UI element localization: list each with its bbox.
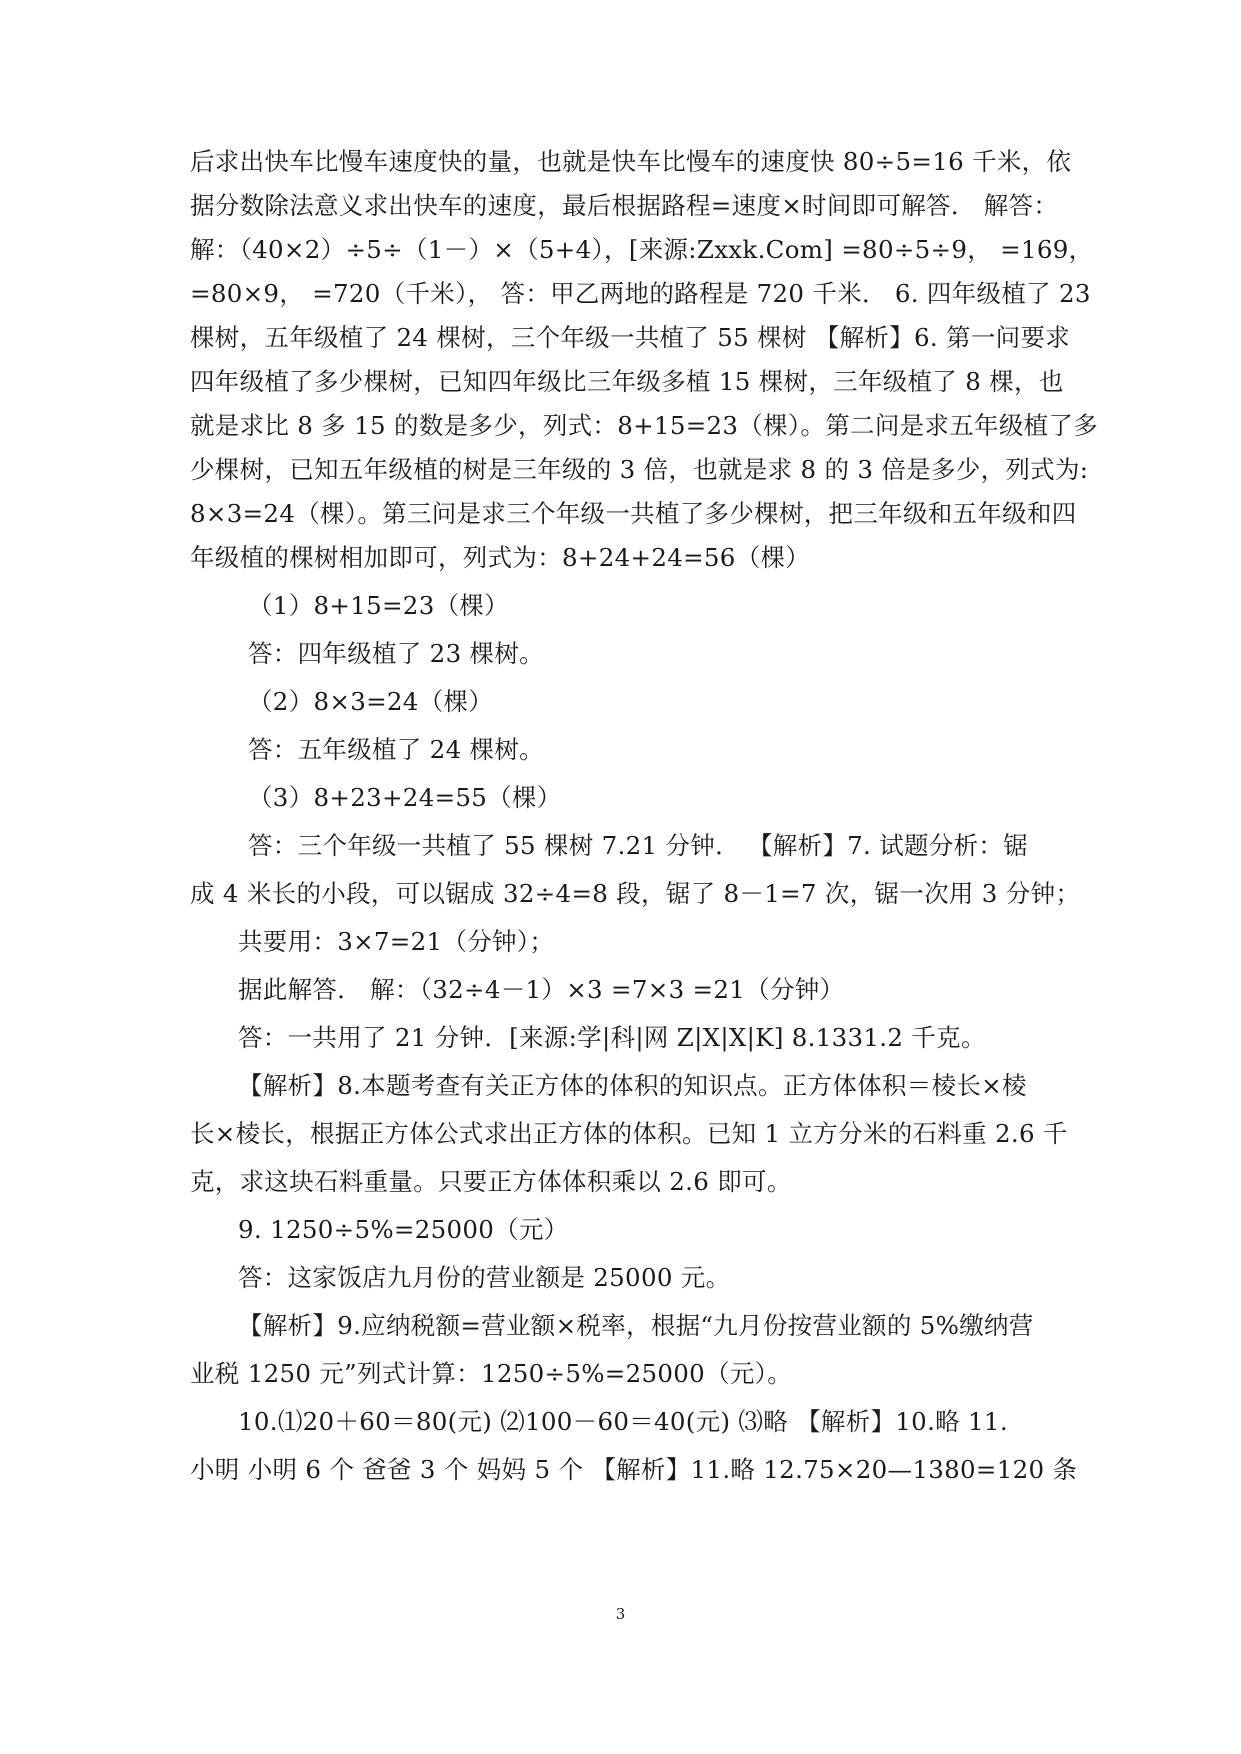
text-line: 长×棱长，根据正方体公式求出正方体的体积。已知 1 立方分米的石料重 2.6 千 xyxy=(190,1119,1068,1148)
text-line: 答：五年级植了 24 棵树。 xyxy=(248,735,544,764)
text-line: 成 4 米长的小段，可以锯成 32÷4=8 段，锯了 8－1=7 次，锯一次用 3 分钟； xyxy=(190,879,1081,908)
text-line: 【解析】8.本题考查有关正方体的体积的知识点。正方体体积＝棱长×棱 xyxy=(238,1071,1027,1100)
text-line: 10.⑴20＋60＝80(元) ⑵100－60＝40(元) ⑶略 【解析】10.略 11. xyxy=(238,1407,1008,1436)
text-line: 答：四年级植了 23 棵树。 xyxy=(248,639,544,668)
text-line: 答：这家饭店九月份的营业额是 25000 元。 xyxy=(238,1263,731,1292)
text-line: 答：一共用了 21 分钟．[来源:学|科|网 Z|X|X|K] 8.1331.2 千克。 xyxy=(238,1023,986,1052)
text-line: （2）8×3=24（棵） xyxy=(248,687,494,716)
text-line: 解：（40×2）÷5÷（1－）×（5+4），[来源:Zxxk.Com] =80÷5÷9， =169， xyxy=(190,235,1094,264)
text-line: 据此解答． 解：（32÷4－1）×3 =7×3 =21（分钟） xyxy=(238,975,845,1004)
page-number: 3 xyxy=(615,1605,626,1623)
text-line: 【解析】9.应纳税额=营业额×税率，根据“九月份按营业额的 5%缴纳营 xyxy=(238,1311,1034,1340)
text-line: 克，求这块石料重量。只要正方体体积乘以 2.6 即可。 xyxy=(190,1167,792,1196)
text-line: 8×3=24（棵）。第三问是求三个年级一共植了多少棵树，把三年级和五年级和四 xyxy=(190,499,1077,528)
text-line: 棵树，五年级植了 24 棵树，三个年级一共植了 55 棵树 【解析】6. 第一问要求 xyxy=(190,323,1071,352)
text-line: 据分数除法意义求出快车的速度，最后根据路程=速度×时间即可解答． 解答： xyxy=(190,191,1059,220)
text-line: 就是求比 8 多 15 的数是多少，列式：8+15=23（棵）。第二问是求五年级植了多 xyxy=(190,411,1099,440)
text-line: 四年级植了多少棵树，已知四年级比三年级多植 15 棵树，三年级植了 8 棵，也 xyxy=(190,367,1064,396)
text-line: （1）8+15=23（棵） xyxy=(248,591,509,620)
text-line: 9. 1250÷5%=25000（元） xyxy=(238,1215,569,1244)
text-line: （3）8+23+24=55（棵） xyxy=(248,783,562,812)
text-line: 后求出快车比慢车速度快的量，也就是快车比慢车的速度快 80÷5=16 千米，依 xyxy=(190,147,1072,176)
text-line: 年级植的棵树相加即可，列式为：8+24+24=56（棵） xyxy=(190,543,811,572)
text-line: =80×9， =720（千米）， 答：甲乙两地的路程是 720 千米． 6. 四年级植了 23 xyxy=(190,279,1091,308)
text-line: 少棵树，已知五年级植的树是三年级的 3 倍，也就是求 8 的 3 倍是多少，列式为: xyxy=(190,455,1089,484)
text-line: 答：三个年级一共植了 55 棵树 7.21 分钟． 【解析】7. 试题分析：锯 xyxy=(248,831,1029,860)
text-line: 共要用：3×7=21（分钟）； xyxy=(238,927,555,956)
text-line: 小明 小明 6 个 爸爸 3 个 妈妈 5 个 【解析】11.略 12.75×20—1380=120 条 xyxy=(190,1455,1078,1484)
text-line: 业税 1250 元”列式计算：1250÷5%=25000（元）。 xyxy=(190,1359,793,1388)
